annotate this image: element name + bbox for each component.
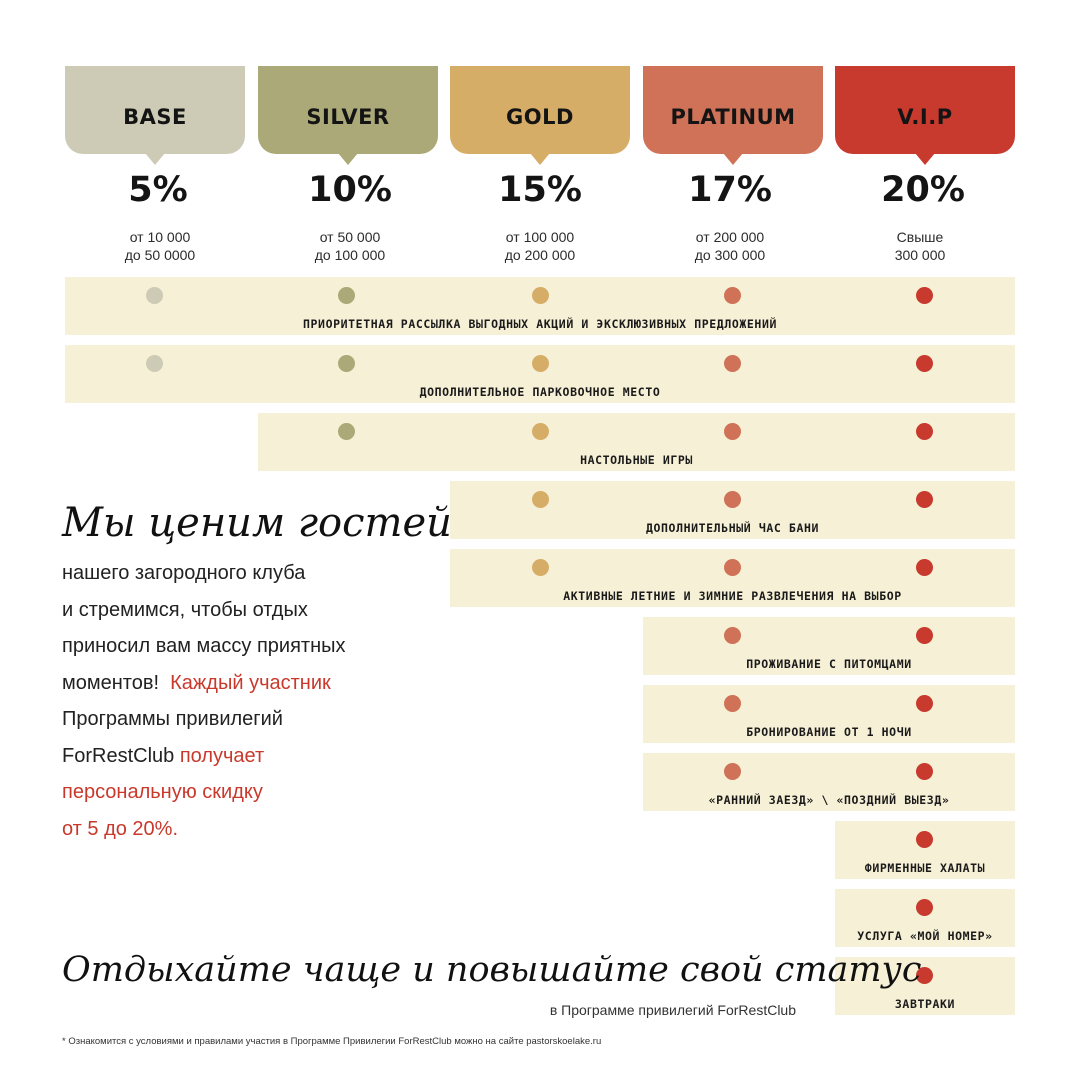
tier-range-gold — [450, 228, 630, 264]
tier-range-base — [70, 228, 250, 264]
tier-percent-vip: 20% — [881, 170, 965, 210]
tier-range-to: до 200 000 — [504, 247, 576, 263]
tier-range-from: от 50 000 — [319, 229, 381, 245]
slogan-subtitle: в Программе привилегий ForRestClub — [549, 1002, 796, 1018]
intro-highlight: Каждый участник — [170, 671, 331, 694]
tier-range-from: от 200 000 — [695, 229, 765, 245]
intro-highlight-line: от 5 до 20%. — [62, 817, 179, 840]
feature-row-pets — [643, 617, 1015, 675]
tier-name: PLATINUM — [670, 105, 796, 129]
tier-dot-vip — [916, 491, 933, 508]
tier-header-platinum — [643, 66, 823, 154]
intro-highlight-line: персональную скидку — [62, 781, 263, 803]
intro-body — [62, 555, 442, 847]
tier-dot-vip — [916, 287, 933, 304]
feature-label: ДОПОЛНИТЕЛЬНЫЙ ЧАС БАНИ — [645, 521, 820, 535]
tier-range-platinum — [640, 228, 820, 264]
tier-dot-platinum — [724, 763, 741, 780]
tier-header-silver — [258, 66, 438, 154]
tier-range-from: от 10 000 — [129, 229, 191, 245]
tier-dot-vip — [916, 763, 933, 780]
slogan: Отдыхайте чаще и повышайте свой статус — [62, 950, 922, 990]
feature-row-one-night-booking — [643, 685, 1015, 743]
feature-label: ПРОЖИВАНИЕ С ПИТОМЦАМИ — [746, 657, 912, 671]
tier-name: V.I.P — [897, 105, 953, 129]
tier-header-gold — [450, 66, 630, 154]
tier-dot-vip — [916, 559, 933, 576]
tier-dot-vip — [916, 355, 933, 372]
tier-header-vip — [835, 66, 1015, 154]
tier-percent-silver: 10% — [308, 170, 392, 210]
tier-dot-platinum — [724, 355, 741, 372]
tier-dot-vip — [916, 627, 933, 644]
tier-dot-base — [146, 287, 163, 304]
tier-range-vip — [830, 228, 1010, 264]
feature-label: ДОПОЛНИТЕЛЬНОЕ ПАРКОВОЧНОЕ МЕСТО — [419, 385, 661, 399]
tier-range-to: до 50 0000 — [124, 247, 196, 263]
tier-range-to: 300 000 — [894, 247, 946, 263]
tier-dot-vip — [916, 423, 933, 440]
feature-label: ФИРМЕННЫЕ ХАЛАТЫ — [864, 861, 986, 875]
feature-label: УСЛУГА «МОЙ НОМЕР» — [857, 929, 993, 943]
feature-row-board-games — [258, 413, 1015, 471]
tier-range-to: до 100 000 — [314, 247, 386, 263]
intro-highlight: получает — [179, 744, 265, 767]
tier-dot-silver — [338, 355, 355, 372]
intro-line — [62, 738, 442, 775]
feature-label: «РАННИЙ ЗАЕЗД» \ «ПОЗДНИЙ ВЫЕЗД» — [708, 793, 950, 807]
tier-name: GOLD — [506, 105, 574, 129]
intro-text: моментов! — [62, 671, 160, 694]
intro-heading: Мы ценим гостей — [62, 500, 452, 546]
feature-row-branded-robes — [835, 821, 1015, 879]
footnote: * Ознакомится с условиями и правилами участия в Программе Привилегии ForRestClub можно на сайте pastorskoelake.ru — [62, 1036, 602, 1047]
tier-dot-base — [146, 355, 163, 372]
feature-label: НАСТОЛЬНЫЕ ИГРЫ — [580, 453, 693, 467]
tier-header-base — [65, 66, 245, 154]
tier-dot-silver — [338, 423, 355, 440]
tier-dot-platinum — [724, 287, 741, 304]
intro-line: и стремимся, чтобы отдых — [62, 598, 308, 621]
tier-dot-platinum — [724, 695, 741, 712]
tier-name: SILVER — [306, 105, 390, 129]
feature-row-seasonal-activities — [450, 549, 1015, 607]
tier-dot-vip — [916, 695, 933, 712]
tier-name: BASE — [123, 105, 187, 129]
tier-dot-vip — [916, 899, 933, 916]
feature-label: ПРИОРИТЕТНАЯ РАССЫЛКА ВЫГОДНЫХ АКЦИЙ И ЭКСКЛЮЗИВНЫХ ПРЕДЛОЖЕНИЙ — [303, 317, 777, 331]
tier-range-from: Свыше — [896, 229, 944, 245]
tier-dot-silver — [338, 287, 355, 304]
feature-label: АКТИВНЫЕ ЛЕТНИЕ И ЗИМНИЕ РАЗВЛЕЧЕНИЯ НА ВЫБОР — [563, 589, 902, 603]
tier-dot-gold — [532, 423, 549, 440]
tier-range-silver — [260, 228, 440, 264]
tier-dot-platinum — [724, 559, 741, 576]
tier-range-to: до 300 000 — [694, 247, 766, 263]
feature-row-my-room — [835, 889, 1015, 947]
tier-range-from: от 100 000 — [505, 229, 575, 245]
tier-dot-platinum — [724, 627, 741, 644]
tier-dot-gold — [532, 491, 549, 508]
feature-row-priority-mailing — [65, 277, 1015, 335]
tier-dot-platinum — [724, 423, 741, 440]
intro-line — [62, 665, 442, 702]
feature-row-parking — [65, 345, 1015, 403]
feature-row-sauna-hour — [450, 481, 1015, 539]
tier-percent-platinum: 17% — [688, 170, 772, 210]
feature-label: ЗАВТРАКИ — [894, 997, 956, 1011]
tier-percent-base: 5% — [128, 170, 188, 210]
intro-line: приносил вам массу приятных — [62, 635, 346, 657]
intro-line: Программы привилегий — [62, 708, 283, 730]
feature-row-early-late-checkin — [643, 753, 1015, 811]
tier-percent-gold: 15% — [498, 170, 582, 210]
intro-line: нашего загородного клуба — [62, 562, 306, 584]
tier-dot-gold — [532, 559, 549, 576]
intro-text: ForRestClub — [62, 744, 175, 767]
tier-dot-platinum — [724, 491, 741, 508]
tier-dot-gold — [532, 287, 549, 304]
tier-dot-gold — [532, 355, 549, 372]
tier-dot-vip — [916, 831, 933, 848]
feature-label: БРОНИРОВАНИЕ ОТ 1 НОЧИ — [746, 725, 912, 739]
